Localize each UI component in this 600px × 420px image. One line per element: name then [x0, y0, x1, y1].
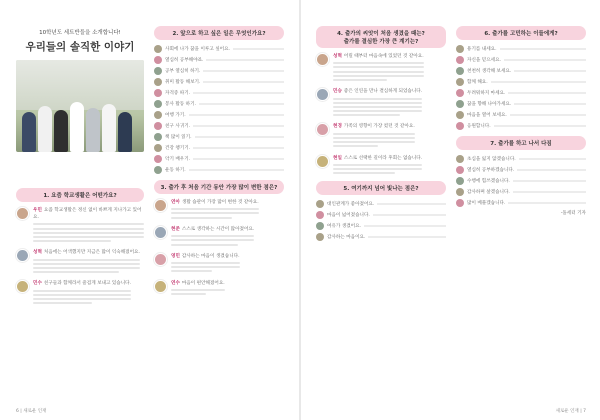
list-item	[154, 111, 284, 119]
speaker-name: 연아	[171, 200, 180, 205]
person-figure	[70, 102, 84, 152]
answer-entry	[316, 88, 446, 118]
avatar	[456, 166, 464, 174]
answer-body: 스스로 선택한 길이라 후회는 없습니다.	[343, 155, 423, 161]
list-item-text: 책 많이 읽기.	[165, 135, 192, 140]
list-item-text: 용기를 내세요.	[467, 47, 497, 52]
avatar	[154, 78, 162, 86]
list-item	[456, 100, 586, 108]
list-item	[456, 177, 586, 185]
column-2	[154, 26, 284, 302]
question-heading: 4. 출가의 씨앗이 처음 생겼을 때는? 출가를 결심한 가장 큰 계기는?	[316, 26, 446, 48]
text-placeholder-line	[513, 191, 586, 193]
list-item	[154, 144, 284, 152]
text-placeholder-line	[193, 92, 284, 94]
list-item	[316, 211, 446, 219]
list-item-text: 사회에 나가 꿈을 이루고 싶어요.	[165, 47, 230, 52]
page-footer-right: 새로운 인재 | 7	[555, 409, 586, 414]
answer-entry	[16, 280, 144, 306]
avatar	[154, 155, 162, 163]
answer-body: 어릴 때부터 마음속에 있었던 것 같아요.	[343, 54, 424, 59]
list-item-text: 친구 사귀기.	[165, 124, 191, 129]
list-item-text: 공부 열심히 하기.	[165, 69, 201, 74]
text-placeholder-line	[189, 169, 284, 171]
answer-text	[33, 280, 131, 306]
avatar	[154, 199, 167, 212]
speaker-name: 성혁	[33, 250, 42, 256]
avatar	[456, 100, 464, 108]
list-item-text: 초심을 잃지 않겠습니다.	[467, 157, 516, 162]
answer-entry	[316, 123, 446, 149]
avatar	[154, 100, 162, 108]
list-item	[456, 199, 586, 207]
answer-text	[171, 253, 240, 275]
answer-text	[333, 155, 422, 177]
list-item-text: 두려워하지 마세요.	[467, 91, 506, 96]
page-footer-left: 6 | 새로운 인재	[16, 409, 47, 414]
avatar	[154, 166, 162, 174]
list-item	[154, 45, 284, 53]
speaker-name: 우민	[33, 208, 42, 213]
speaker-name: 현경	[333, 124, 342, 130]
avatar	[456, 67, 464, 75]
speaker-name: 현준	[171, 226, 180, 232]
text-placeholder-line	[206, 59, 284, 61]
list-item-text: 감사하며 살겠습니다.	[467, 190, 510, 195]
list-item	[456, 78, 586, 86]
list-item	[456, 89, 586, 97]
list-item	[456, 67, 586, 75]
answer-entry	[316, 53, 446, 83]
avatar	[154, 56, 162, 64]
answer-list	[316, 200, 446, 241]
avatar	[456, 155, 464, 163]
list-item-text: 취미 활동 해보기.	[165, 80, 201, 85]
list-item	[316, 222, 446, 230]
list-item	[154, 56, 284, 64]
list-item-text: 건강 챙기기.	[165, 146, 191, 151]
speaker-name: 민승	[333, 89, 342, 95]
answer-text	[33, 207, 144, 244]
text-placeholder-line	[193, 125, 284, 127]
list-item	[456, 155, 586, 163]
list-item-text: 많이 베풀겠습니다.	[467, 201, 506, 206]
answer-body: 친구들과 함께라서 즐겁게 보내고 있습니다.	[43, 281, 132, 287]
text-placeholder-line	[494, 125, 586, 127]
answer-text	[333, 88, 422, 118]
avatar	[456, 111, 464, 119]
list-item	[456, 166, 586, 174]
speaker-name: 연수	[171, 280, 180, 286]
answer-body: 마음이 편안해졌어요.	[181, 280, 225, 286]
list-item-text: 자신을 믿으세요.	[467, 58, 501, 63]
list-item	[316, 233, 446, 241]
list-item	[154, 122, 284, 130]
avatar	[316, 222, 324, 230]
avatar	[154, 67, 162, 75]
answer-list	[456, 155, 586, 207]
avatar	[154, 133, 162, 141]
question-heading: 7. 출가를 하고 나서 다짐	[456, 136, 586, 150]
avatar	[456, 78, 464, 86]
text-placeholder-line	[199, 103, 284, 105]
text-placeholder-line	[504, 59, 586, 61]
answer-body: 생활 습관이 가장 많이 변한 것 같아요.	[181, 200, 259, 205]
list-item-text: 열심히 공부하겠습니다.	[467, 168, 515, 173]
answer-entry	[16, 249, 144, 275]
text-placeholder-line	[514, 70, 586, 72]
hero-subtitle: 10학년도 세트반들을 소개합니다!	[39, 30, 121, 36]
avatar	[154, 111, 162, 119]
group-photo	[16, 60, 144, 152]
avatar	[316, 123, 329, 136]
avatar	[16, 280, 29, 293]
question-heading: 1. 요즘 학교생활은 어떤가요?	[16, 188, 144, 202]
avatar	[154, 122, 162, 130]
avatar	[456, 188, 464, 196]
list-item	[154, 67, 284, 75]
person-figure	[118, 112, 132, 152]
question-heading: 3. 출가 후 처음 기간 동안 가장 많이 변한 점은?	[154, 180, 284, 194]
avatar	[154, 253, 167, 266]
list-item-text: 자격증 따기.	[165, 91, 191, 96]
answer-entry	[316, 155, 446, 177]
list-item-text: 꿈을 향해 나아가세요.	[467, 102, 512, 107]
avatar	[316, 200, 324, 208]
list-item	[456, 188, 586, 196]
answer-list	[456, 45, 586, 130]
answer-text	[171, 199, 259, 221]
answer-body: 요즘 학교생활은 정신 없이 바쁘게 지나가고 있어요.	[33, 208, 142, 221]
hero-title: 우리들의 솔직한 이야기	[25, 41, 135, 53]
list-item	[456, 45, 586, 53]
avatar	[154, 45, 162, 53]
answer-text	[33, 249, 140, 275]
list-item	[316, 200, 446, 208]
list-item	[154, 100, 284, 108]
text-placeholder-line	[513, 180, 586, 182]
answer-body: 처음에는 어색했지만 지금은 많이 익숙해졌어요.	[43, 250, 140, 256]
avatar	[154, 144, 162, 152]
avatar	[456, 45, 464, 53]
person-figure	[54, 110, 68, 152]
list-item-text: 마음을 열어 보세요.	[467, 113, 507, 118]
question-heading: 2. 앞으로 하고 싶은 일은 무엇인가요?	[154, 26, 284, 40]
person-figure	[86, 108, 100, 152]
avatar	[456, 89, 464, 97]
question-heading: 5. 여기까지 넘어 빛나는 점은?	[316, 181, 446, 195]
person-figure	[22, 112, 36, 152]
text-placeholder-line	[500, 48, 586, 50]
speaker-name: 현일	[333, 155, 342, 161]
speaker-name: 민수	[33, 281, 42, 287]
avatar	[154, 280, 167, 293]
answer-list	[154, 45, 284, 174]
avatar	[316, 155, 329, 168]
list-item-text: 마음이 넓어졌습니다.	[327, 213, 370, 219]
text-placeholder-line	[508, 202, 586, 204]
text-placeholder-line	[368, 236, 446, 238]
question-heading: 6. 출가를 고민하는 이들에게?	[456, 26, 586, 40]
avatar	[316, 211, 324, 219]
text-placeholder-line	[193, 147, 284, 149]
list-item-text: 함께 해요.	[467, 80, 488, 85]
text-placeholder-line	[203, 70, 284, 72]
answer-entry	[154, 226, 284, 248]
list-item-text: 여유가 생겼어요.	[327, 224, 361, 230]
column-4	[456, 26, 586, 216]
avatar	[154, 89, 162, 97]
column-3	[316, 26, 446, 244]
list-item	[456, 122, 586, 130]
list-item-text: 열심히 공부해야죠.	[165, 58, 204, 63]
hero	[16, 28, 144, 184]
list-item	[154, 78, 284, 86]
text-placeholder-line	[373, 214, 446, 216]
avatar	[16, 207, 29, 220]
avatar	[456, 177, 464, 185]
list-item	[154, 89, 284, 97]
answer-entry	[154, 199, 284, 221]
list-item	[456, 56, 586, 64]
avatar	[316, 88, 329, 101]
avatar	[456, 199, 464, 207]
text-placeholder-line	[508, 92, 586, 94]
answer-entry	[154, 280, 284, 298]
speaker-name: 성혁	[333, 54, 342, 59]
list-item-text: 응원합니다.	[467, 124, 491, 129]
page-fold	[299, 0, 301, 420]
list-item-text: 감사하는 마음이요.	[327, 235, 366, 241]
avatar	[154, 226, 167, 239]
answer-body: 스스로 생각하는 시간이 많아졌어요.	[181, 226, 255, 232]
list-item-text: 천천히 생각해 보세요.	[467, 69, 512, 74]
person-figure	[38, 106, 52, 152]
text-placeholder-line	[189, 114, 284, 116]
avatar	[316, 53, 329, 66]
answer-text	[171, 226, 254, 248]
list-item-text: 악기 배우기.	[165, 157, 191, 162]
avatar	[456, 122, 464, 130]
answer-text	[171, 280, 225, 298]
answer-body: 좋은 인연을 만나 결심하게 되었습니다.	[343, 89, 423, 95]
list-item-text: 여행 가기.	[165, 113, 186, 118]
list-item	[154, 155, 284, 163]
text-placeholder-line	[203, 81, 284, 83]
answer-entry	[16, 207, 144, 244]
answer-body: 가족의 영향이 가장 컸던 것 같아요.	[343, 124, 415, 130]
text-placeholder-line	[491, 81, 586, 83]
text-placeholder-line	[193, 158, 284, 160]
avatar	[16, 249, 29, 262]
person-figure	[102, 104, 116, 152]
list-item	[154, 166, 284, 174]
answer-body: 감사하는 마음이 생겼습니다.	[181, 253, 240, 259]
list-item-text: 대인관계가 좋아졌어요.	[327, 202, 375, 208]
text-placeholder-line	[514, 103, 586, 105]
text-placeholder-line	[364, 225, 446, 227]
text-placeholder-line	[233, 48, 284, 50]
avatar	[456, 56, 464, 64]
list-item	[154, 133, 284, 141]
avatar	[316, 233, 324, 241]
list-item-text: 운동 하기.	[165, 168, 186, 173]
speaker-name: 영민	[171, 253, 180, 259]
text-placeholder-line	[377, 203, 446, 205]
list-item	[456, 111, 586, 119]
list-item-text: 수행에 힘쓰겠습니다.	[467, 179, 510, 184]
text-placeholder-line	[195, 136, 284, 138]
text-placeholder-line	[510, 114, 586, 116]
byline: -돌세터 기자	[560, 211, 586, 216]
text-placeholder-line	[519, 158, 586, 160]
answer-entry	[154, 253, 284, 275]
text-placeholder-line	[517, 169, 586, 171]
column-1	[16, 26, 144, 311]
answer-text	[333, 53, 424, 83]
list-item-text: 봉사 활동 하기.	[165, 102, 197, 107]
answer-text	[333, 123, 415, 149]
